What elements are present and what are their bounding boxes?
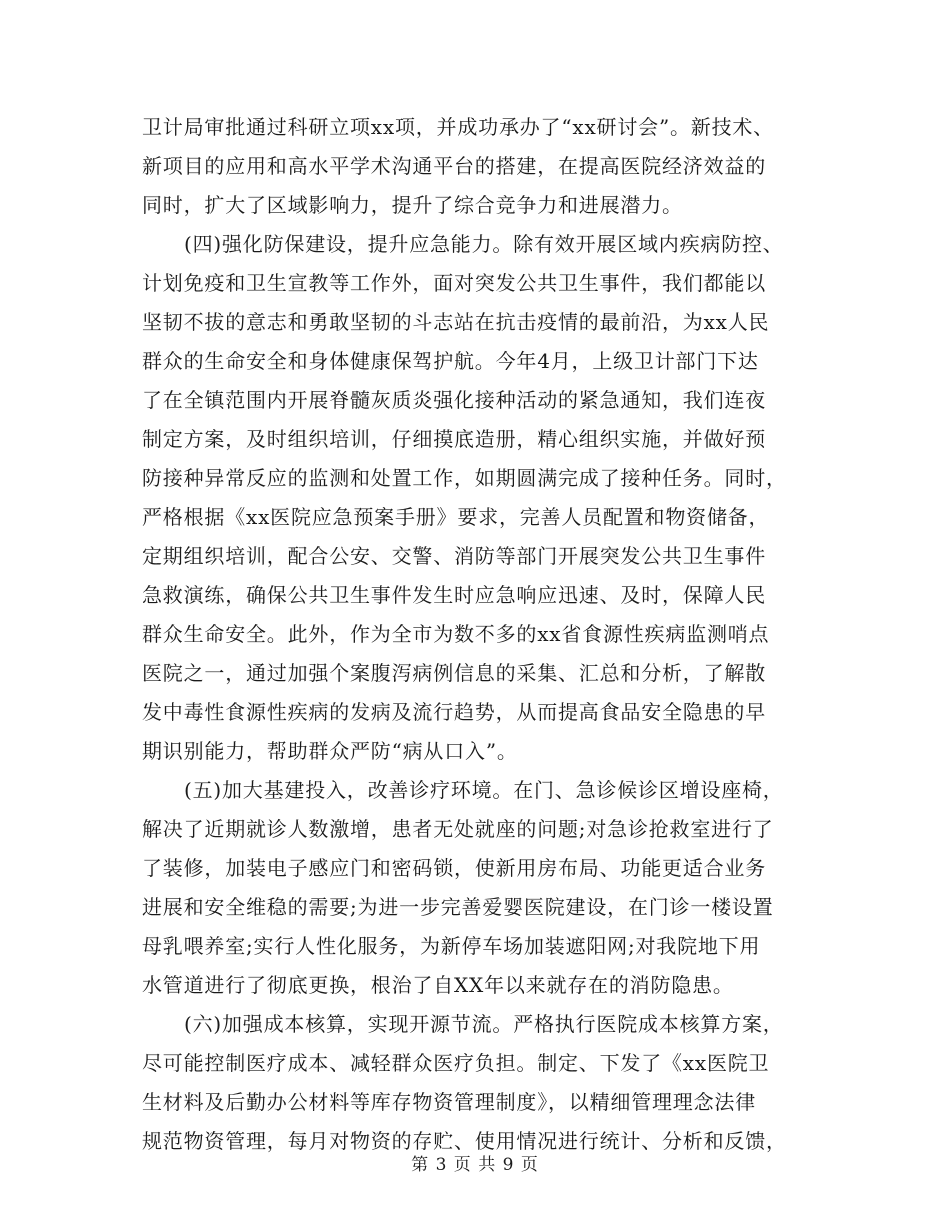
- text-line: 新项目的应用和高水平学术沟通平台的搭建，在提高医院经济效益的: [142, 154, 766, 178]
- text-line: 急救演练，确保公共卫生事件发生时应急响应迅速、及时，保障人民: [142, 583, 766, 607]
- text-line: 水管道进行了彻底更换，根治了自XX年以来就存在的消防隐患。: [142, 973, 734, 997]
- text-line: 了在全镇范围内开展脊髓灰质炎强化接种活动的紧急通知，我们连夜: [142, 388, 766, 412]
- text-line: 计划免疫和卫生宣教等工作外，面对突发公共卫生事件，我们都能以: [142, 271, 766, 295]
- text-line: 母乳喂养室;实行人性化服务，为新停车场加装遮阳网;对我院地下用: [142, 934, 761, 958]
- text-line: 卫计局审批通过科研立项xx项，并成功承办了“xx研讨会”。新技术、: [142, 115, 774, 139]
- text-line: 同时，扩大了区域影响力，提升了综合竞争力和进展潜力。: [142, 193, 683, 217]
- text-line: 严格根据《xx医院应急预案手册》要求，完善人员配置和物资储备，: [142, 505, 770, 529]
- document-body: [142, 108, 814, 1161]
- text-line: 期识别能力，帮助群众严防“病从口入”。: [142, 739, 518, 763]
- text-line: 解决了近期就诊人数激增，患者无处就座的问题;对急诊抢救室进行了: [142, 817, 774, 841]
- text-line: 生材料及后勤办公材料等库存物资管理制度》，以精细管理理念法律: [142, 1090, 756, 1114]
- text-line: 发中毒性食源性疾病的发病及流行趋势，从而提高食品安全隐患的早: [142, 700, 766, 724]
- text-line: 规范物资管理，每月对物资的存贮、使用情况进行统计、分析和反馈，: [142, 1129, 787, 1153]
- text-line: 尽可能控制医疗成本、减轻群众医疗负担。制定、下发了《xx医院卫: [142, 1051, 770, 1075]
- text-line: 制定方案，及时组织培训，仔细摸底造册，精心组织实施，并做好预: [142, 427, 766, 451]
- text-line: 医院之一，通过加强个案腹泻病例信息的采集、汇总和分析，了解散: [142, 661, 766, 685]
- text-line: 群众生命安全。此外，作为全市为数不多的xx省食源性疾病监测哨点: [142, 622, 770, 646]
- page-footer: 第 3 页 共 9 页: [411, 1155, 539, 1175]
- text-line: 了装修，加装电子感应门和密码锁，使新用房布局、功能更适合业务: [142, 856, 766, 880]
- paragraph-first-line: (四)强化防保建设，提升应急能力。除有效开展区域内疾病防控、: [184, 232, 784, 256]
- text-line: 定期组织培训，配合公安、交警、消防等部门开展突发公共卫生事件: [142, 544, 766, 568]
- text-line: 群众的生命安全和身体健康保驾护航。今年4月，上级卫计部门下达: [142, 349, 759, 373]
- paragraph-first-line: (五)加大基建投入，改善诊疗环境。在门、急诊候诊区增设座椅，: [184, 778, 784, 802]
- text-line: 坚韧不拔的意志和勇敢坚韧的斗志站在抗击疫情的最前沿，为xx人民: [142, 310, 770, 334]
- text-line: 进展和安全维稳的需要;为进一步完善爱婴医院建设，在门诊一楼设置: [142, 895, 774, 919]
- paragraph-first-line: (六)加强成本核算，实现开源节流。严格执行医院成本核算方案，: [184, 1012, 784, 1036]
- text-line: 防接种异常反应的监测和处置工作，如期圆满完成了接种任务。同时，: [142, 466, 787, 490]
